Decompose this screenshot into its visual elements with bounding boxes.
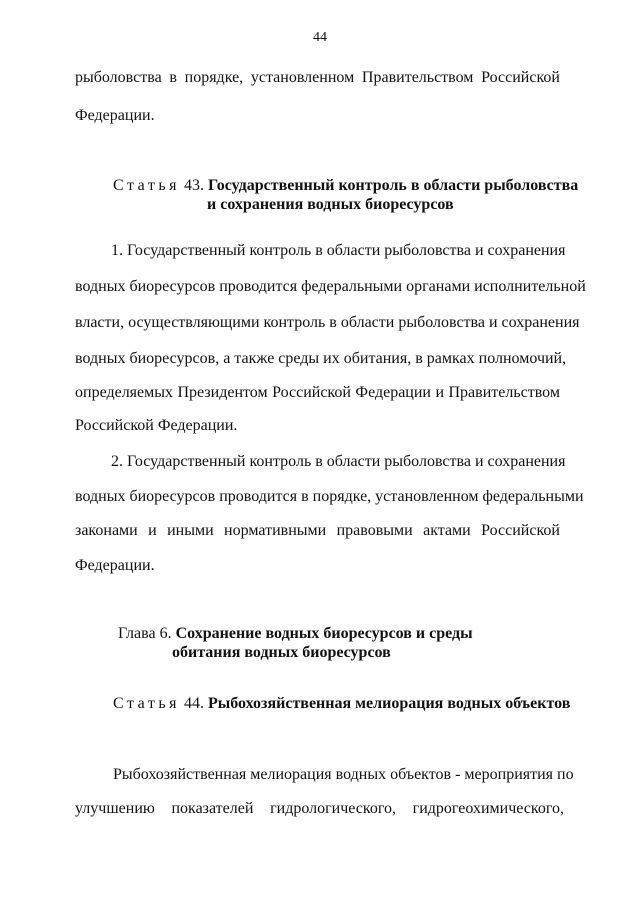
- page-number: 44: [313, 30, 327, 45]
- article-44-heading: [113, 694, 570, 714]
- paragraph-line: Федерации.: [75, 557, 155, 574]
- paragraph-line: Российской Федерации.: [75, 417, 238, 434]
- article-title: Государственный контроль в области рыболовства: [207, 177, 579, 194]
- paragraph-line: 1. Государственный контроль в области рыболовства и сохранения: [111, 242, 566, 259]
- paragraph-line: водных биоресурсов, а также среды их обитания, в рамках полномочий,: [75, 350, 567, 367]
- chapter-6-heading-line2: обитания водных биоресурсов: [172, 644, 391, 661]
- paragraph-line: власти, осуществляющими контроль в области рыболовства и сохранения: [75, 314, 580, 331]
- paragraph-line: водных биоресурсов проводится федеральными органами исполнительной: [75, 278, 586, 295]
- article-number: 43.: [183, 177, 204, 194]
- paragraph-line: законами и иными нормативными правовыми актами Российской: [75, 522, 560, 539]
- paragraph-line: определяемых Президентом Российской Федерации и Правительством: [75, 384, 560, 401]
- intro-line: Федерации.: [75, 107, 155, 124]
- paragraph-line: улучшению показателей гидрологического, гидрогеохимического,: [75, 800, 564, 817]
- paragraph-line: Рыбохозяйственная мелиорация водных объектов - мероприятия по: [113, 766, 574, 783]
- article-prefix: Статья: [113, 177, 180, 194]
- chapter-title: Сохранение водных биоресурсов и среды: [175, 625, 473, 642]
- article-title: Рыбохозяйственная мелиорация водных объектов: [207, 695, 571, 712]
- article-43-heading-line2: и сохранения водных биоресурсов: [207, 196, 454, 213]
- article-43-heading: [113, 176, 578, 196]
- paragraph-line: 2. Государственный контроль в области рыболовства и сохранения: [111, 453, 566, 470]
- chapter-6-heading: [118, 624, 473, 644]
- chapter-prefix: Глава 6.: [118, 625, 172, 642]
- article-number: 44.: [183, 695, 204, 712]
- intro-line: рыболовства в порядке, установленном Правительством Российской: [75, 69, 560, 86]
- article-prefix: Статья: [113, 695, 180, 712]
- paragraph-line: водных биоресурсов проводится в порядке, установленном федеральными: [75, 488, 584, 505]
